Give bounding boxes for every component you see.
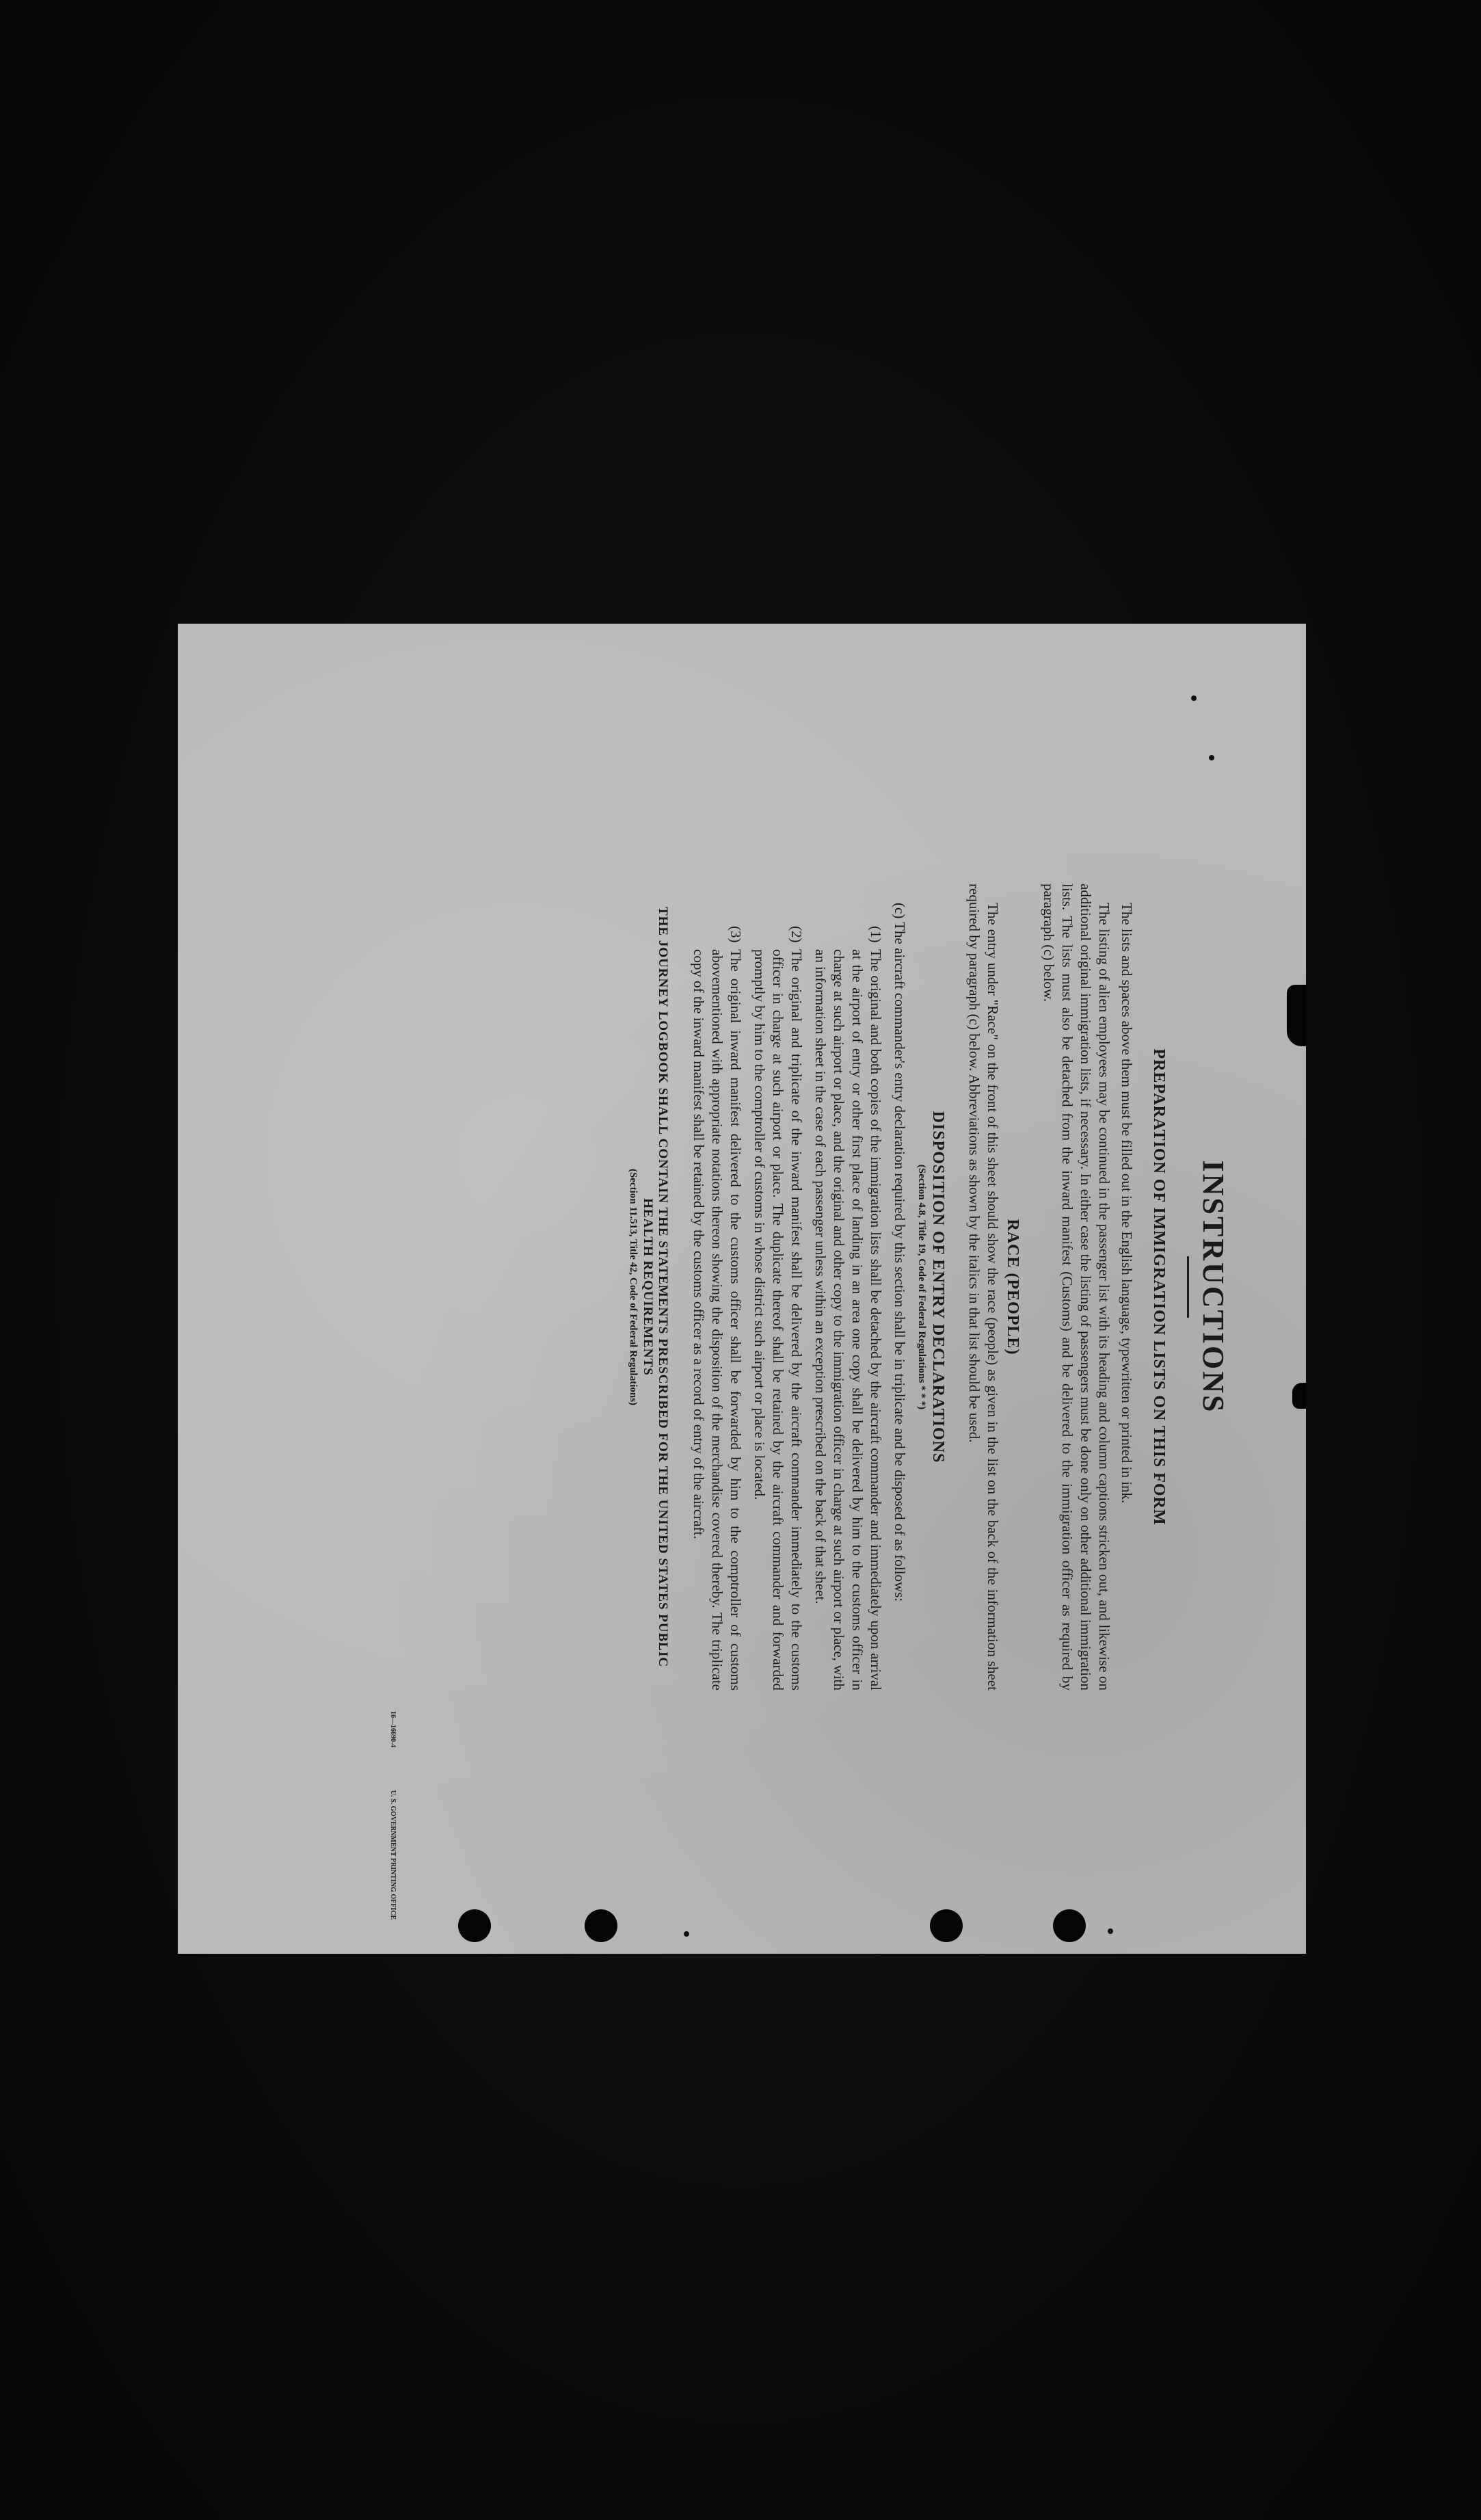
list-item <box>750 884 805 1690</box>
section-heading-disposition: DISPOSITION OF ENTRY DECLARATIONS <box>929 1111 947 1463</box>
printer-footer <box>389 1711 397 1954</box>
document-sheet <box>178 624 1306 1954</box>
rotated-page <box>178 624 1306 1954</box>
page-title: INSTRUCTIONS <box>1197 1160 1230 1414</box>
closing-citation: (Section 11.513, Title 42, Code of Federal Regulations) <box>628 1168 639 1406</box>
paragraph: (c) The aircraft commander's entry declaration required by this section shall be in triplicate and be disposed of as follows: <box>892 903 908 1602</box>
paragraph: The lists and spaces above them must be filled out in the English language, typewritten or printed in ink. <box>1119 903 1135 1504</box>
instructions-content <box>620 884 1231 1690</box>
list-item-number: (1) <box>868 926 884 943</box>
list-item-text: The original and triplicate of the inward manifest shall be delivered by the aircraft commander immediately to the customs officer in charge at such airport or place. The duplicate thereof shall be retained by the aircraft commander and forwarded promptly by him to the comptroller of customs in whose district such airport or place is located. <box>751 949 805 1690</box>
list-item <box>689 884 745 1690</box>
section-heading-preparation: PREPARATION OF IMMIGRATION LISTS ON THIS FORM <box>1150 1048 1168 1526</box>
list-item <box>811 884 885 1690</box>
section-heading-race: RACE (PEOPLE) <box>1004 1219 1022 1355</box>
paragraph: The entry under "Race" on the front of this sheet should show the race (people) as given in the list on the back of the information sheet required by paragraph (c) below. Abbreviations as shown by the italics in that list should be used. <box>966 884 1001 1690</box>
list-item-number: (3) <box>728 926 744 943</box>
section-citation: (Section 4.8, Title 19, Code of Federal Regulations * * *) <box>916 1164 927 1410</box>
printer-imprint: U. S. GOVERNMENT PRINTING OFFICE <box>389 1790 397 1920</box>
list-item-text: The original and both copies of the immigration lists shall be detached by the aircraft commander and immediately upon arrival at the airport of entry or other first place of landing in an area one copy shall be delivered by him to the customs officer in charge at such airport or place, and the original and other copy to the immigration officer in charge at such airport or place, with an information sheet in the case of each passenger unless within an exception prescribed on the back of that sheet. <box>812 949 884 1690</box>
list-item-text: The original inward manifest delivered to the customs officer shall be forwarded by him to the comptroller of customs abovementioned with appropriate notations thereon showing the disposition of the merchandise covered thereby. The triplicate copy of the inward manifest shall be retained by the customs officer as a record of entry of the aircraft. <box>691 949 744 1690</box>
list-item-number: (2) <box>788 926 805 943</box>
form-number: 16—16690-4 <box>389 1711 397 1748</box>
title-underline <box>1187 1256 1189 1318</box>
paragraph: The listing of alien employees may be continued in the passenger list with its heading and column captions stricken out, and likewise on additional original immigration lists, if necessary. In either case the listing of passengers must be done only on other additional immigration lists. The lists must also be detached from the inward manifest (Customs) and be delivered to the immigration officer as required by paragraph (c) below. <box>1041 884 1112 1690</box>
closing-statement: THE JOURNEY LOGBOOK SHALL CONTAIN THE STATEMENTS PRESCRIBED FOR THE UNITED STATES PUBLIC HEALTH REQUIREMENTS <box>641 906 670 1668</box>
